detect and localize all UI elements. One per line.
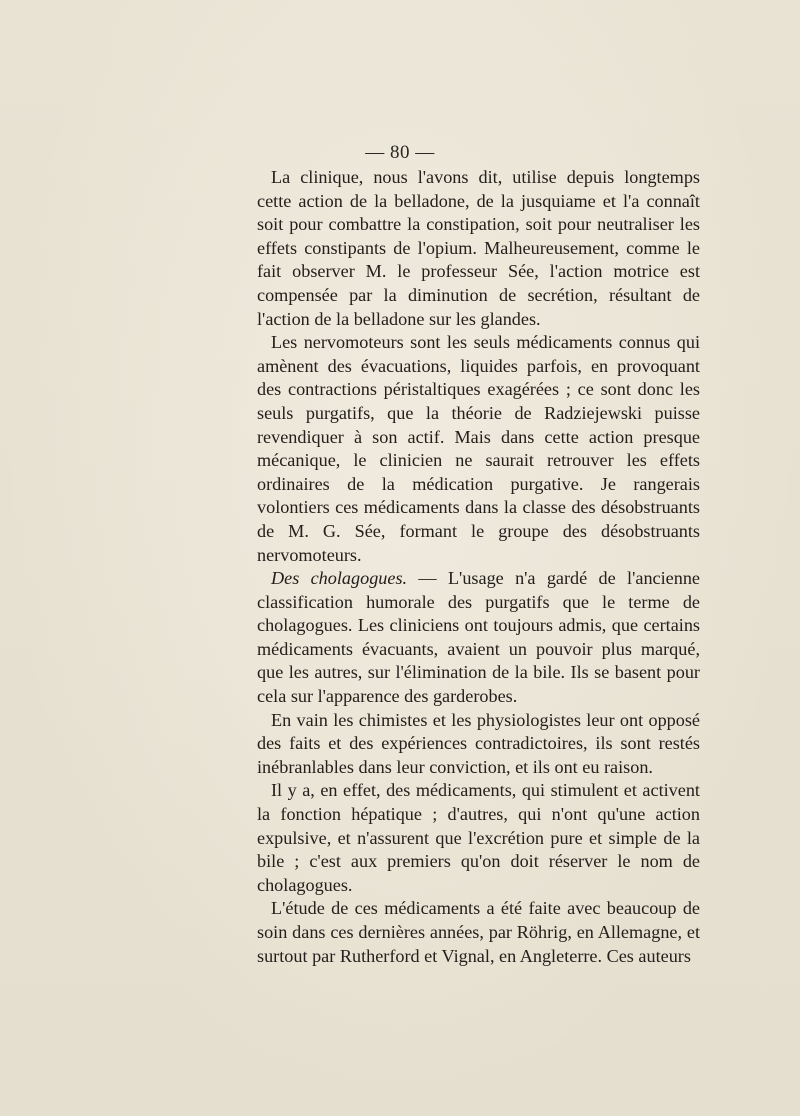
paragraph-2-text: Les nervomoteurs sont les seuls médicaments connus qui amènent des évacuations, liquides parfois, en provoquant des contractions péristaltiques exagérées ; ce sont donc les seuls purgatifs, que la théorie de Radziejewski puisse revendiquer à son actif. Mais dans cette action presque mécanique, le clinicien ne saurait retrouver les effets ordinaires de la médication purgative. Je rangerais volontiers ces médicaments dans la classe des désobstruants de M. G. Sée, formant le groupe des désobstruants nervomoteurs. [257,332,700,565]
paragraph-5 [257,779,700,897]
page-number: — 80 — [365,142,435,163]
paragraph-2 [257,331,700,567]
paragraph-4 [257,709,700,780]
paragraph-3 [257,567,700,709]
paragraph-4-text: En vain les chimistes et les physiologistes leur ont opposé des faits et des expériences contradictoires, ils sont restés inébranlables dans leur conviction, et ils ont eu raison. [257,709,700,777]
paragraph-1-text: La clinique, nous l'avons dit, utilise depuis longtemps cette action de la belladone, de la jusquiame et l'a connaît soit pour combattre la constipation, soit pour neutraliser les effets constipants de l'opium. Malheureusement, comme le fait observer M. le professeur Sée, l'action motrice est compensée par la diminution de secrétion, résultant de l'action de la belladone sur les glandes. [257,167,700,329]
paragraph-1 [257,166,700,331]
paragraph-6-text: L'étude de ces médicaments a été faite avec beaucoup de soin dans ces dernières années, par Röhrig, en Allemagne, et surtout par Rutherford et Vignal, en Angleterre. Ces auteurs [257,898,700,966]
body-text [257,166,700,968]
section-heading-cholagogues: Des cholagogues. [271,568,408,589]
paragraph-5-text: Il y a, en effet, des médicaments, qui stimulent et activent la fonction hépatique ; d'autres, qui n'ont qu'une action expulsive, et n'assurent que l'excrétion pure et simple de la bile ; c'est aux premiers qu'on doit réserver le nom de cholagogues. [257,780,700,895]
paragraph-3-text: — L'usage n'a gardé de l'ancienne classification humorale des purgatifs que le terme de cholagogues. Les cliniciens ont toujours admis, que certains médicaments évacuants, avaient un pouvoir plus marqué, que les autres, sur l'élimination de la bile. Ils se basent pour cela sur l'apparence des garderobes. [257,568,700,707]
paragraph-6 [257,897,700,968]
